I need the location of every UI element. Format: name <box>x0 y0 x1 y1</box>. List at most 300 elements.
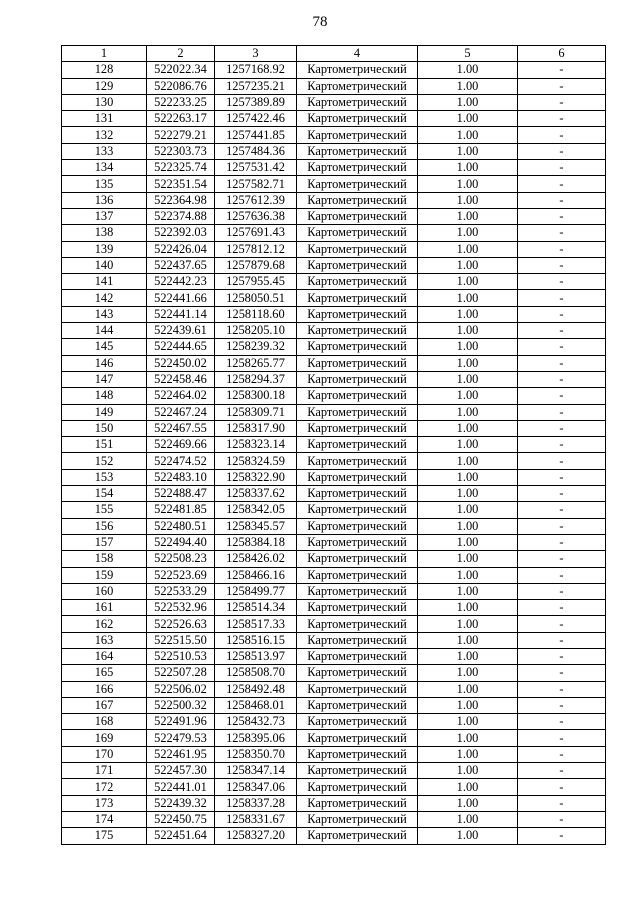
table-cell: - <box>518 518 606 534</box>
table-cell: 161 <box>62 600 147 616</box>
table-cell: 152 <box>62 453 147 469</box>
table-cell: Картометрический <box>297 453 418 469</box>
table-cell: 1257812.12 <box>215 241 297 257</box>
table-cell: - <box>518 486 606 502</box>
table-cell: 1258331.67 <box>215 811 297 827</box>
table-cell: 1257612.39 <box>215 192 297 208</box>
table-cell: 1.00 <box>418 437 518 453</box>
table-cell: 153 <box>62 469 147 485</box>
table-cell: 140 <box>62 257 147 273</box>
table-cell: - <box>518 355 606 371</box>
column-header: 5 <box>418 46 518 62</box>
table-cell: 1.00 <box>418 62 518 78</box>
table-cell: Картометрический <box>297 111 418 127</box>
table-cell: 1.00 <box>418 241 518 257</box>
table-cell: 1.00 <box>418 78 518 94</box>
table-cell: - <box>518 681 606 697</box>
table-cell: Картометрический <box>297 208 418 224</box>
table-cell: 1258050.51 <box>215 290 297 306</box>
table-cell: 522491.96 <box>147 714 215 730</box>
table-cell: 1.00 <box>418 616 518 632</box>
table-cell: 1.00 <box>418 697 518 713</box>
table-cell: 1258432.73 <box>215 714 297 730</box>
table-cell: 1.00 <box>418 486 518 502</box>
table-body <box>62 62 606 844</box>
table-cell: 522441.14 <box>147 306 215 322</box>
table-cell: 1258239.32 <box>215 339 297 355</box>
table-row <box>62 648 606 664</box>
table-cell: Картометрический <box>297 290 418 306</box>
table-cell: 1.00 <box>418 143 518 159</box>
table-row <box>62 746 606 762</box>
table-cell: 522457.30 <box>147 763 215 779</box>
table-cell: 174 <box>62 811 147 827</box>
table-cell: 522279.21 <box>147 127 215 143</box>
table-cell: 522364.98 <box>147 192 215 208</box>
table-cell: 131 <box>62 111 147 127</box>
table-row <box>62 94 606 110</box>
table-cell: 159 <box>62 567 147 583</box>
table-cell: 1258516.15 <box>215 632 297 648</box>
table-cell: - <box>518 323 606 339</box>
table-cell: 1.00 <box>418 534 518 550</box>
table-cell: 1258384.18 <box>215 534 297 550</box>
table-cell: Картометрический <box>297 795 418 811</box>
table-cell: Картометрический <box>297 730 418 746</box>
table-cell: 1258118.60 <box>215 306 297 322</box>
table-cell: 165 <box>62 665 147 681</box>
table-cell: - <box>518 388 606 404</box>
table-cell: 1257235.21 <box>215 78 297 94</box>
table-cell: 163 <box>62 632 147 648</box>
table-cell: 132 <box>62 127 147 143</box>
table-cell: 175 <box>62 828 147 844</box>
table-cell: 522351.54 <box>147 176 215 192</box>
table-cell: Картометрический <box>297 779 418 795</box>
table-row <box>62 323 606 339</box>
column-header: 3 <box>215 46 297 62</box>
table-cell: 1258492.48 <box>215 681 297 697</box>
column-header: 2 <box>147 46 215 62</box>
table-cell: 141 <box>62 274 147 290</box>
column-header: 6 <box>518 46 606 62</box>
table-cell: 522444.65 <box>147 339 215 355</box>
table-cell: Картометрический <box>297 192 418 208</box>
table-row <box>62 241 606 257</box>
table-cell: - <box>518 437 606 453</box>
table-cell: 1.00 <box>418 730 518 746</box>
table-cell: - <box>518 339 606 355</box>
table-cell: 1.00 <box>418 127 518 143</box>
table-cell: 522426.04 <box>147 241 215 257</box>
table-cell: Картометрический <box>297 404 418 420</box>
table-cell: Картометрический <box>297 469 418 485</box>
table-cell: Картометрический <box>297 371 418 387</box>
table-cell: 1.00 <box>418 94 518 110</box>
table-cell: - <box>518 811 606 827</box>
table-cell: 1.00 <box>418 681 518 697</box>
table-cell: 164 <box>62 648 147 664</box>
table-cell: 1.00 <box>418 371 518 387</box>
table-row <box>62 583 606 599</box>
table-cell: 1.00 <box>418 306 518 322</box>
table-cell: 522374.88 <box>147 208 215 224</box>
table-cell: 1.00 <box>418 551 518 567</box>
table-cell: Картометрический <box>297 600 418 616</box>
table-cell: 522510.53 <box>147 648 215 664</box>
table-row <box>62 616 606 632</box>
table-cell: - <box>518 208 606 224</box>
table-cell: 522439.61 <box>147 323 215 339</box>
table-cell: 170 <box>62 746 147 762</box>
table-cell: 522469.66 <box>147 437 215 453</box>
table-cell: 522325.74 <box>147 160 215 176</box>
table-cell: Картометрический <box>297 241 418 257</box>
table-row <box>62 811 606 827</box>
table-cell: 158 <box>62 551 147 567</box>
table-cell: Картометрический <box>297 665 418 681</box>
table-cell: 522523.69 <box>147 567 215 583</box>
table-cell: 522480.51 <box>147 518 215 534</box>
table-cell: - <box>518 665 606 681</box>
table-row <box>62 339 606 355</box>
table-row <box>62 420 606 436</box>
table-cell: 139 <box>62 241 147 257</box>
table-cell: - <box>518 534 606 550</box>
table-cell: 1258327.20 <box>215 828 297 844</box>
table-cell: 147 <box>62 371 147 387</box>
table-cell: 162 <box>62 616 147 632</box>
table-cell: Картометрический <box>297 681 418 697</box>
table-cell: Картометрический <box>297 534 418 550</box>
table-cell: 1258300.18 <box>215 388 297 404</box>
table-cell: 1258294.37 <box>215 371 297 387</box>
table-cell: 1.00 <box>418 160 518 176</box>
table-cell: 1258265.77 <box>215 355 297 371</box>
page-number: 78 <box>312 14 328 30</box>
table-cell: - <box>518 160 606 176</box>
table-cell: - <box>518 306 606 322</box>
table-cell: 1257582.71 <box>215 176 297 192</box>
table-row <box>62 78 606 94</box>
table-row <box>62 143 606 159</box>
table-cell: 1258347.14 <box>215 763 297 779</box>
table-cell: 1.00 <box>418 388 518 404</box>
table-cell: Картометрический <box>297 62 418 78</box>
table-cell: 1258345.57 <box>215 518 297 534</box>
table-cell: 1258468.01 <box>215 697 297 713</box>
table-cell: 1258395.06 <box>215 730 297 746</box>
table-cell: Картометрический <box>297 127 418 143</box>
table-cell: 172 <box>62 779 147 795</box>
table-cell: 1.00 <box>418 567 518 583</box>
table-cell: 1.00 <box>418 746 518 762</box>
table-cell: Картометрический <box>297 143 418 159</box>
table-cell: 1257389.89 <box>215 94 297 110</box>
table-cell: 522488.47 <box>147 486 215 502</box>
table-cell: Картометрический <box>297 225 418 241</box>
table-cell: Картометрический <box>297 697 418 713</box>
table-cell: - <box>518 420 606 436</box>
table-cell: Картометрический <box>297 714 418 730</box>
table-cell: 1.00 <box>418 665 518 681</box>
table-cell: - <box>518 502 606 518</box>
table-cell: - <box>518 697 606 713</box>
table-cell: 1258350.70 <box>215 746 297 762</box>
table-cell: 522464.02 <box>147 388 215 404</box>
table-cell: 522441.01 <box>147 779 215 795</box>
table-cell: 1.00 <box>418 420 518 436</box>
table-cell: 522515.50 <box>147 632 215 648</box>
table-cell: 522474.52 <box>147 453 215 469</box>
table-cell: 150 <box>62 420 147 436</box>
table-cell: 1258426.02 <box>215 551 297 567</box>
table-cell: 1.00 <box>418 339 518 355</box>
table-cell: 1.00 <box>418 257 518 273</box>
table-cell: 1.00 <box>418 404 518 420</box>
table-cell: - <box>518 730 606 746</box>
table-cell: 171 <box>62 763 147 779</box>
table-cell: Картометрический <box>297 583 418 599</box>
table-cell: Картометрический <box>297 567 418 583</box>
table-cell: - <box>518 551 606 567</box>
table-cell: - <box>518 763 606 779</box>
table-cell: - <box>518 453 606 469</box>
table-cell: Картометрический <box>297 746 418 762</box>
table-row <box>62 632 606 648</box>
table-cell: 522439.32 <box>147 795 215 811</box>
table-cell: 155 <box>62 502 147 518</box>
table-row <box>62 160 606 176</box>
table-cell: 1258466.16 <box>215 567 297 583</box>
table-row <box>62 208 606 224</box>
table-cell: 134 <box>62 160 147 176</box>
table-cell: 145 <box>62 339 147 355</box>
table-cell: - <box>518 241 606 257</box>
table-cell: 1.00 <box>418 274 518 290</box>
table-cell: Картометрический <box>297 811 418 827</box>
table-row <box>62 534 606 550</box>
table-row <box>62 600 606 616</box>
table-cell: 522532.96 <box>147 600 215 616</box>
table-cell: 1257168.92 <box>215 62 297 78</box>
table-cell: Картометрический <box>297 388 418 404</box>
table-cell: Картометрический <box>297 420 418 436</box>
table-row <box>62 714 606 730</box>
table-cell: - <box>518 225 606 241</box>
table-cell: 522483.10 <box>147 469 215 485</box>
table-cell: - <box>518 111 606 127</box>
table-cell: 154 <box>62 486 147 502</box>
table-cell: 148 <box>62 388 147 404</box>
table-cell: - <box>518 94 606 110</box>
table-cell: Картометрический <box>297 323 418 339</box>
table-cell: - <box>518 62 606 78</box>
table-cell: - <box>518 192 606 208</box>
table-cell: - <box>518 143 606 159</box>
table-cell: 129 <box>62 78 147 94</box>
table-row <box>62 486 606 502</box>
table-cell: - <box>518 290 606 306</box>
table-cell: Картометрический <box>297 518 418 534</box>
table-row <box>62 176 606 192</box>
table-cell: 168 <box>62 714 147 730</box>
table-cell: 1257441.85 <box>215 127 297 143</box>
table-cell: 522392.03 <box>147 225 215 241</box>
table-row <box>62 453 606 469</box>
table-cell: 1.00 <box>418 795 518 811</box>
table-cell: Картометрический <box>297 763 418 779</box>
table-cell: 1257955.45 <box>215 274 297 290</box>
table-cell: 1258322.90 <box>215 469 297 485</box>
table-cell: Картометрический <box>297 486 418 502</box>
table-cell: 169 <box>62 730 147 746</box>
table-row <box>62 62 606 78</box>
table-cell: Картометрический <box>297 648 418 664</box>
table-row <box>62 257 606 273</box>
table-row <box>62 355 606 371</box>
table-cell: 1258342.05 <box>215 502 297 518</box>
table-cell: 143 <box>62 306 147 322</box>
table-cell: Картометрический <box>297 616 418 632</box>
table-cell: 1258508.70 <box>215 665 297 681</box>
table-cell: 1257484.36 <box>215 143 297 159</box>
table-cell: - <box>518 779 606 795</box>
table-cell: 1.00 <box>418 176 518 192</box>
column-header: 4 <box>297 46 418 62</box>
table-row <box>62 697 606 713</box>
table-cell: 522303.73 <box>147 143 215 159</box>
table-cell: 1.00 <box>418 290 518 306</box>
table-row <box>62 828 606 844</box>
table-cell: - <box>518 404 606 420</box>
table-cell: 522467.55 <box>147 420 215 436</box>
table-cell: - <box>518 371 606 387</box>
table-row <box>62 290 606 306</box>
table-row <box>62 567 606 583</box>
table-cell: 1258514.34 <box>215 600 297 616</box>
table-cell: 149 <box>62 404 147 420</box>
table-cell: 1258517.33 <box>215 616 297 632</box>
table-cell: - <box>518 616 606 632</box>
table-cell: 1257879.68 <box>215 257 297 273</box>
table-cell: - <box>518 583 606 599</box>
table-cell: 1.00 <box>418 632 518 648</box>
table-row <box>62 779 606 795</box>
table-cell: - <box>518 469 606 485</box>
table-cell: 1.00 <box>418 518 518 534</box>
table-cell: 1.00 <box>418 779 518 795</box>
table-row <box>62 518 606 534</box>
table-cell: 522467.24 <box>147 404 215 420</box>
coordinates-table <box>61 45 606 845</box>
table-cell: - <box>518 648 606 664</box>
table-cell: 522481.85 <box>147 502 215 518</box>
table-cell: 166 <box>62 681 147 697</box>
table-cell: 1258513.97 <box>215 648 297 664</box>
table-cell: Картометрический <box>297 828 418 844</box>
table-cell: 1258499.77 <box>215 583 297 599</box>
table-cell: 1257422.46 <box>215 111 297 127</box>
table-row <box>62 127 606 143</box>
table-cell: 522022.34 <box>147 62 215 78</box>
table-cell: 522458.46 <box>147 371 215 387</box>
table-cell: 1258347.06 <box>215 779 297 795</box>
table-cell: 522233.25 <box>147 94 215 110</box>
table-cell: - <box>518 176 606 192</box>
table-cell: 1.00 <box>418 208 518 224</box>
table-cell: 522500.32 <box>147 697 215 713</box>
table-cell: 522533.29 <box>147 583 215 599</box>
table-row <box>62 274 606 290</box>
table-cell: 135 <box>62 176 147 192</box>
table-cell: 1.00 <box>418 583 518 599</box>
table-cell: Картометрический <box>297 339 418 355</box>
table-cell: - <box>518 795 606 811</box>
table-cell: 1.00 <box>418 828 518 844</box>
table-cell: 136 <box>62 192 147 208</box>
table-cell: 1258337.28 <box>215 795 297 811</box>
table-cell: 1.00 <box>418 502 518 518</box>
table-row <box>62 763 606 779</box>
table-cell: 151 <box>62 437 147 453</box>
table-cell: 1257691.43 <box>215 225 297 241</box>
table-cell: 133 <box>62 143 147 159</box>
table-cell: 1.00 <box>418 225 518 241</box>
table-cell: - <box>518 78 606 94</box>
table-cell: - <box>518 746 606 762</box>
table-row <box>62 795 606 811</box>
table-cell: Картометрический <box>297 176 418 192</box>
table-cell: - <box>518 567 606 583</box>
table-cell: Картометрический <box>297 94 418 110</box>
table-cell: 1.00 <box>418 111 518 127</box>
table-cell: 1.00 <box>418 355 518 371</box>
table-row <box>62 437 606 453</box>
table-row <box>62 404 606 420</box>
table-cell: 522494.40 <box>147 534 215 550</box>
table-cell: 522437.65 <box>147 257 215 273</box>
table-cell: 160 <box>62 583 147 599</box>
table-cell: - <box>518 632 606 648</box>
table-cell: 522451.64 <box>147 828 215 844</box>
table-cell: 1.00 <box>418 763 518 779</box>
table-row <box>62 388 606 404</box>
table-cell: - <box>518 127 606 143</box>
table-row <box>62 225 606 241</box>
table-cell: 522461.95 <box>147 746 215 762</box>
table-header <box>62 46 606 62</box>
table-row <box>62 371 606 387</box>
table-cell: 138 <box>62 225 147 241</box>
table-cell: - <box>518 828 606 844</box>
table-cell: 1258337.62 <box>215 486 297 502</box>
table-cell: 522506.02 <box>147 681 215 697</box>
table-row <box>62 730 606 746</box>
table-cell: 1.00 <box>418 469 518 485</box>
table-cell: 522526.63 <box>147 616 215 632</box>
table-cell: - <box>518 274 606 290</box>
table-cell: Картометрический <box>297 274 418 290</box>
table-cell: 522450.02 <box>147 355 215 371</box>
table-cell: 522442.23 <box>147 274 215 290</box>
table-cell: 142 <box>62 290 147 306</box>
table-cell: 1257636.38 <box>215 208 297 224</box>
table-cell: 1.00 <box>418 192 518 208</box>
table-cell: Картометрический <box>297 502 418 518</box>
table-cell: 522479.53 <box>147 730 215 746</box>
table-cell: - <box>518 714 606 730</box>
